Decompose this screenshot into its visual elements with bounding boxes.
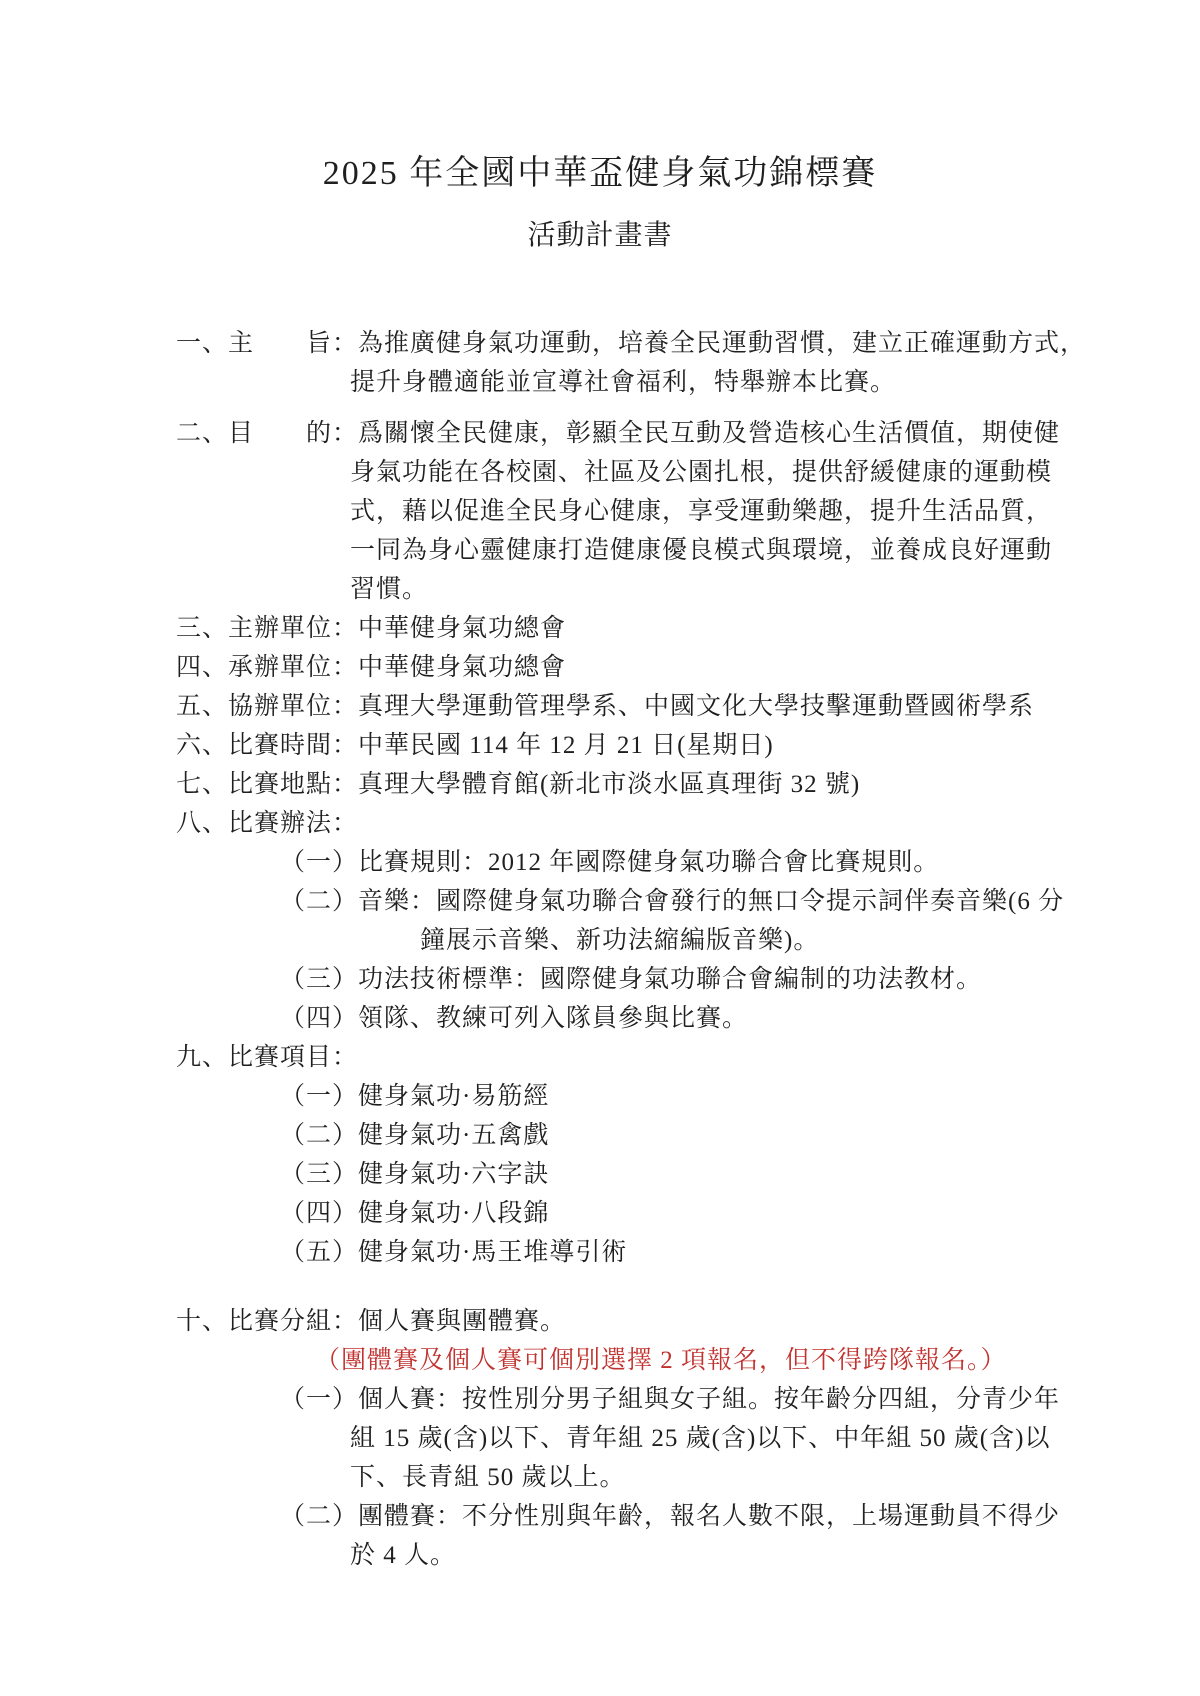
document-body	[0, 324, 1200, 1575]
doc-line-individual-cont: 下、長青組 50 歲以上。	[350, 1464, 626, 1491]
doc-line-event-2: （二）健身氣功·五禽戲	[280, 1122, 550, 1149]
doc-line-team-cont: 於 4 人。	[350, 1542, 457, 1569]
doc-line-event-4: （四）健身氣功·八段錦	[280, 1200, 550, 1227]
doc-line-events-heading: 九、比賽項目：	[176, 1044, 359, 1071]
doc-line-date: 六、比賽時間：中華民國 114 年 12 月 21 日(星期日)	[176, 732, 774, 759]
doc-line-co-organizer: 五、協辦單位：真理大學運動管理學系、中國文化大學技擊運動暨國術學系	[176, 693, 1035, 720]
doc-line-venue: 七、比賽地點：真理大學體育館(新北市淡水區真理街 32 號)	[176, 771, 861, 798]
doc-line-goal-cont: 身氣功能在各校園、社區及公園扎根，提供舒緩健康的運動模	[350, 459, 1053, 486]
doc-line-goal: 二、目 的：爲關懷全民健康，彰顯全民互動及營造核心生活價值，期使健	[176, 420, 1061, 447]
doc-line-goal-cont: 一同為身心靈健康打造健康優良模式與環境，並養成良好運動	[350, 537, 1053, 564]
doc-line-rules-2-cont: 鐘展示音樂、新功法縮編版音樂)。	[420, 927, 820, 954]
doc-line-event-3: （三）健身氣功·六字訣	[280, 1161, 550, 1188]
doc-line-individual-cont: 組 15 歲(含)以下、青年組 25 歲(含)以下、中年組 50 歲(含)以	[350, 1425, 1051, 1452]
doc-line-rules-1: （一）比賽規則：2012 年國際健身氣功聯合會比賽規則。	[280, 849, 940, 876]
doc-line-groups-heading: 十、比賽分組：個人賽與團體賽。	[176, 1308, 567, 1335]
doc-line-undertaker: 四、承辦單位：中華健身氣功總會	[176, 654, 567, 681]
document-title: 2025 年全國中華盃健身氣功錦標賽	[322, 155, 878, 192]
doc-line-rules-2: （二）音樂：國際健身氣功聯合會發行的無口令提示詞伴奏音樂(6 分	[280, 888, 1065, 915]
doc-line-event-1: （一）健身氣功·易筋經	[280, 1083, 550, 1110]
doc-note-red: （團體賽及個人賽可個別選擇 2 項報名，但不得跨隊報名。）	[315, 1347, 1007, 1374]
doc-line-individual: （一）個人賽：按性別分男子組與女子組。按年齡分四組，分青少年	[280, 1386, 1061, 1413]
doc-line-goal-cont: 式，藉以促進全民身心健康，享受運動樂趣，提升生活品質，	[350, 498, 1053, 525]
doc-line-organizer: 三、主辦單位：中華健身氣功總會	[176, 615, 567, 642]
doc-line-team: （二）團體賽：不分性別與年齡，報名人數不限，上場運動員不得少	[280, 1503, 1061, 1530]
document-subtitle: 活動計畫書	[527, 220, 673, 251]
doc-line-purpose: 一、主 旨：為推廣健身氣功運動，培養全民運動習慣，建立正確運動方式，	[176, 330, 1087, 357]
document-header	[0, 0, 1200, 256]
doc-line-rules-4: （四）領隊、教練可列入隊員參與比賽。	[280, 1005, 749, 1032]
doc-line-rules-heading: 八、比賽辦法：	[176, 810, 359, 837]
doc-line-purpose-cont: 提升身體適能並宣導社會福利，特舉辦本比賽。	[350, 369, 897, 396]
doc-line-goal-cont: 習慣。	[350, 576, 429, 603]
doc-line-rules-3: （三）功法技術標準：國際健身氣功聯合會編制的功法教材。	[280, 966, 983, 993]
doc-line-event-5: （五）健身氣功·馬王堆導引術	[280, 1239, 628, 1266]
